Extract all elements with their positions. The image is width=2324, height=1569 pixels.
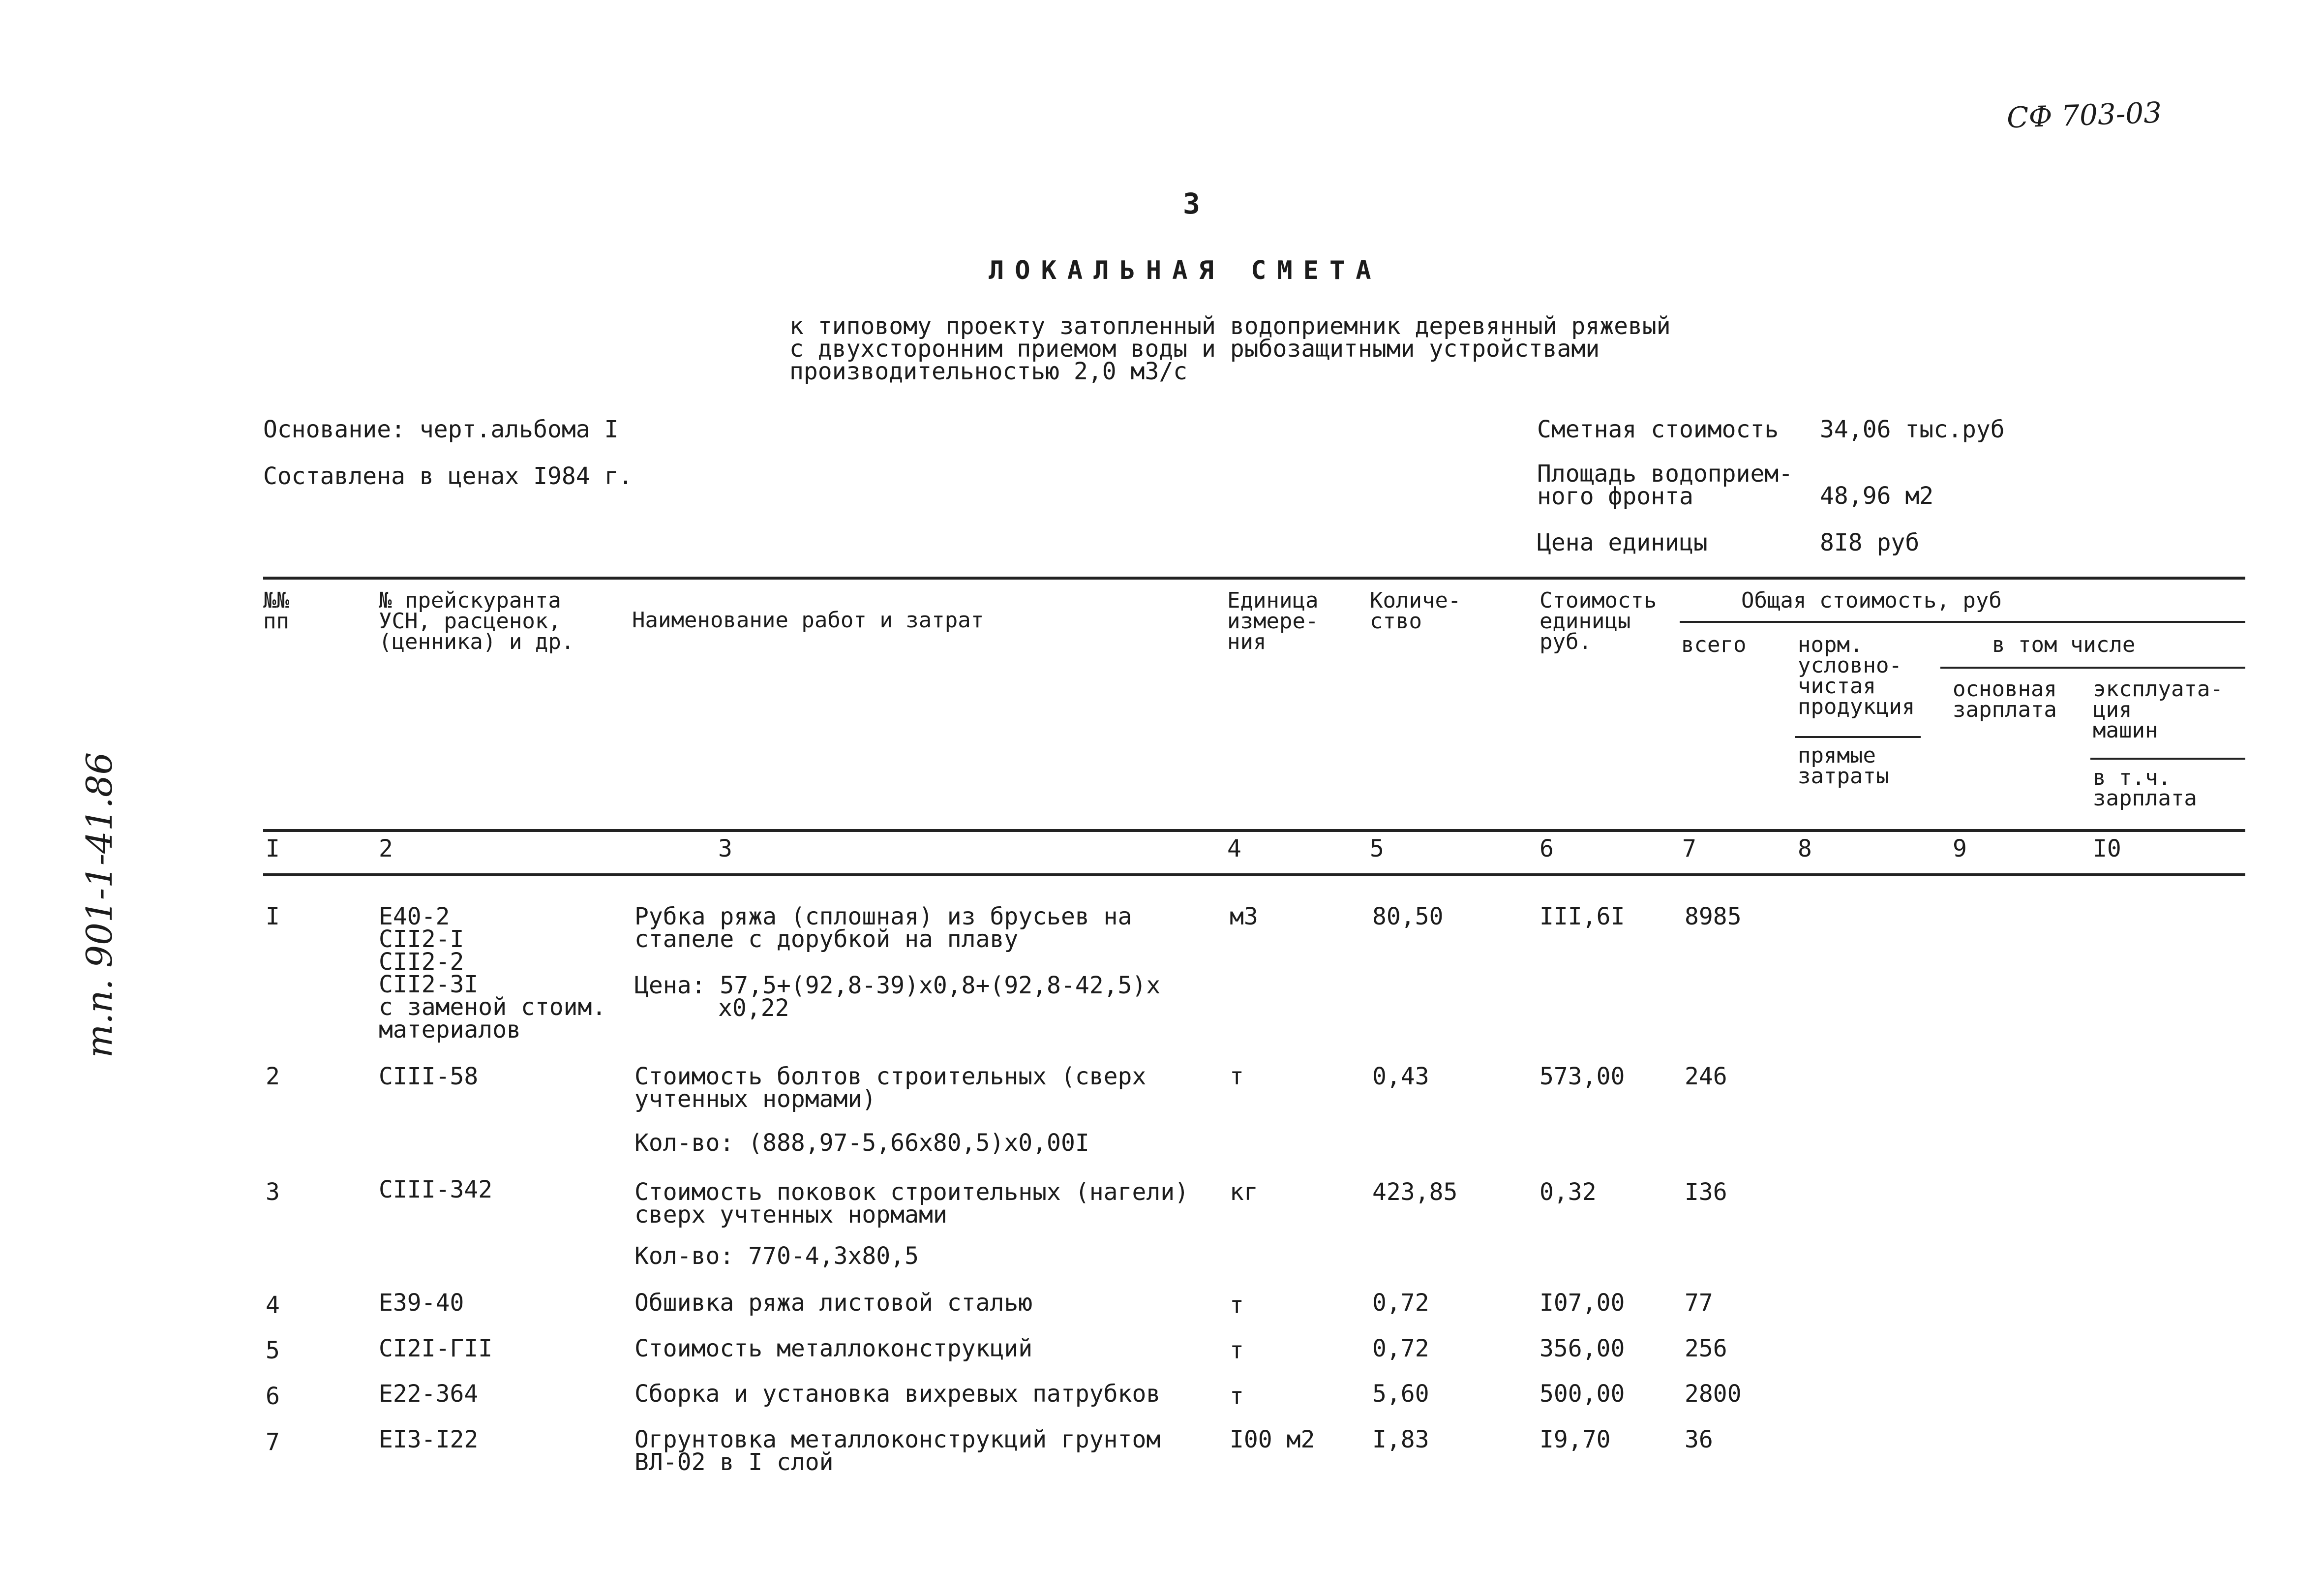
name-line: Стоимость болтов строительных (сверх [634,1063,1147,1090]
note-line: Кол-во: (888,97-5,66x80,5)x0,00I [634,1129,1089,1157]
row-codes: Е39-40 [379,1289,464,1317]
row-unit-cost: 356,00 [1539,1335,1625,1362]
note-line: x0,22 [718,994,789,1022]
row-number: 4 [266,1292,280,1319]
header-direct-costs [1798,745,1889,787]
header-text: пп [263,609,289,634]
row-number: 5 [266,1337,280,1364]
header-incl-salary [2093,765,2197,811]
header-quantity [1370,590,1461,632]
row-codes: ЕI3-I22 [379,1426,479,1453]
name-line: Огрунтовка металлоконструкций грунтом [634,1426,1161,1453]
row-number: 7 [266,1428,280,1456]
column-number: 6 [1539,835,1554,862]
name-line: учтенных нормами) [634,1085,876,1113]
header-total: всего [1681,632,1747,657]
row-quantity: I,83 [1372,1426,1429,1453]
row-unit: м3 [1230,903,1258,930]
header-text: условно- [1798,653,1902,678]
header-text: ция [2093,697,2132,722]
row-quantity: 0,43 [1372,1063,1429,1090]
row-unit: т [1230,1383,1244,1410]
subtitle-line: с двухсторонним приемом воды и рыбозащитными устройствами [789,335,1600,363]
header-text: зарплата [2093,786,2197,811]
row-unit-cost: 500,00 [1539,1380,1625,1408]
row-unit: т [1230,1063,1244,1090]
row-codes [379,1178,492,1201]
header-text: № прейскуранта [379,588,561,613]
row-total: 77 [1685,1289,1713,1317]
row-total: 2800 [1685,1380,1742,1408]
header-machine-operation [2093,679,2223,741]
row-quantity: 0,72 [1372,1335,1429,1362]
document-title: ЛОКАЛЬНАЯ СМЕТА [989,256,1382,285]
estimated-cost-label: Сметная стоимость [1537,416,1779,443]
header-unit-cost [1539,590,1657,652]
code-line: СIII-342 [379,1176,493,1203]
subtitle-line: производительностью 2,0 м3/с [789,358,1188,385]
area-label-line: ного фронта [1537,483,1693,510]
col10-split-rule [2090,758,2245,760]
note-line: Цена: 57,5+(92,8-39)x0,8+(92,8-42,5)x [634,972,1161,999]
header-text: норм. [1798,632,1863,657]
row-codes [379,903,606,1044]
header-price-list [379,590,574,652]
row-unit-cost: I07,00 [1539,1289,1625,1317]
subtitle-line: к типовому проекту затопленный водоприемник деревянный ряжевый [789,312,1671,340]
header-text: (ценника) и др. [379,629,574,654]
table-top-rule [263,577,2245,580]
header-total-group: Общая стоимость, руб [1741,588,2002,613]
unit-price-label: Цена единицы [1537,529,1708,556]
header-incl-group: в том числе [1992,632,2136,657]
row-work-name [634,1178,1189,1229]
header-text: Стоимость [1539,588,1657,613]
row-work-name: Стоимость металлоконструкций [634,1335,1033,1362]
name-line: стапеле с дорубкой на плаву [634,925,1019,953]
column-number: I [266,835,280,862]
header-text: зарплата [1953,697,2057,722]
area-label-line: Площадь водоприем- [1537,460,1793,488]
row-work-name [634,905,1132,951]
header-bottom-rule [263,829,2245,832]
row-total: 246 [1685,1063,1727,1090]
page-number: 3 [1183,187,1200,220]
header-text: чистая [1798,674,1876,699]
document-code: СФ 703-03 [2006,95,2163,135]
row-quantity: 5,60 [1372,1380,1429,1408]
code-line: материалов [379,1016,521,1044]
name-line: сверх учтенных нормами [634,1201,947,1229]
row-unit-cost: 573,00 [1539,1063,1625,1090]
row-number: 6 [266,1383,280,1410]
row-work-name [634,1063,1147,1113]
header-text: ния [1227,629,1267,654]
column-number: 9 [1953,835,1967,862]
header-text: основная [1953,677,2057,702]
total-group-rule [1680,621,2245,623]
code-line: СII2-2 [379,948,464,976]
header-text: УСН, расценок, [379,609,561,634]
row-codes [379,1065,478,1088]
header-work-name [632,610,984,631]
row-total: 36 [1685,1426,1713,1453]
prices-year-text: Составлена в ценах I984 г. [263,462,633,490]
row-quantity: 80,50 [1372,903,1444,930]
row-work-name [634,1428,1160,1474]
header-text: прямые [1798,743,1876,768]
code-line: СIII-58 [379,1063,479,1090]
row-unit: т [1230,1292,1244,1319]
row-unit: кг [1230,1178,1258,1206]
colnum-bottom-rule [263,873,2245,876]
header-base-salary [1953,679,2057,720]
row-unit-cost: I9,70 [1539,1426,1611,1453]
header-text: эксплуата- [2093,677,2223,702]
col8-split-rule [1795,736,1921,738]
code-line: Е40-2 [379,903,450,930]
row-unit: I00 м2 [1230,1426,1315,1453]
row-quantity: 423,85 [1372,1178,1458,1206]
name-line: Рубка ряжа (сплошная) из брусьев на [634,903,1132,930]
unit-price-value: 8I8 руб [1820,529,1920,556]
header-text: Количе- [1370,588,1461,613]
row-unit-cost: 0,32 [1539,1178,1597,1206]
row-codes: Е22-364 [379,1380,479,1408]
column-number: 3 [718,835,732,862]
row-number: 2 [266,1063,280,1090]
header-text: Единица [1227,588,1319,613]
header-text: в т.ч. [2093,765,2171,790]
column-number: 7 [1682,835,1696,862]
row-unit-cost: III,6I [1539,903,1625,930]
row-total: 256 [1685,1335,1727,1362]
header-text: ство [1370,609,1422,634]
name-line: ВЛ-02 в I слой [634,1448,834,1476]
row-codes: СI2I-ГII [379,1335,493,1362]
area-label [1537,462,1793,508]
document-subtitle [789,312,1671,385]
column-number: I0 [2093,835,2121,862]
header-text: затраты [1798,764,1889,789]
row-note [634,1129,1089,1157]
column-number: 8 [1798,835,1812,862]
column-number: 5 [1370,835,1384,862]
column-number: 2 [379,835,393,862]
header-unit [1227,590,1318,652]
incl-group-rule [1940,667,2245,669]
row-number: 3 [266,1178,280,1206]
code-line: СII2-I [379,925,464,953]
row-work-name: Обшивка ряжа листовой сталью [634,1289,1033,1317]
basis-text: Основание: черт.альбома I [263,416,619,443]
row-work-name: Сборка и установка вихревых патрубков [634,1380,1161,1408]
row-total: 8985 [1685,903,1742,930]
code-line: СII2-3I [379,971,479,998]
header-text: машин [2093,718,2158,743]
header-text: измере- [1227,609,1319,634]
header-text: Наименование работ и затрат [632,608,984,633]
estimated-cost-value: 34,06 тыс.руб [1820,416,2005,443]
area-value: 48,96 м2 [1820,482,1934,510]
row-quantity: 0,72 [1372,1289,1429,1317]
header-text: единицы [1539,609,1631,634]
row-note [634,972,1161,1022]
code-line: с заменой стоим. [379,993,606,1021]
header-text: №№ [263,588,289,613]
row-total: I36 [1685,1178,1727,1206]
column-number: 4 [1227,835,1241,862]
header-text: руб. [1539,629,1592,654]
name-line: Стоимость поковок строительных (нагели) [634,1178,1189,1206]
header-text: продукция [1798,694,1915,719]
note-line: Кол-во: 770-4,3x80,5 [634,1242,919,1270]
side-stamp: т.п. 901-1-41.86 [79,752,120,1058]
header-net-production [1798,632,1915,719]
row-unit: т [1230,1337,1244,1364]
header-row-number [263,590,289,632]
row-number: I [266,903,280,930]
row-note [634,1242,919,1270]
